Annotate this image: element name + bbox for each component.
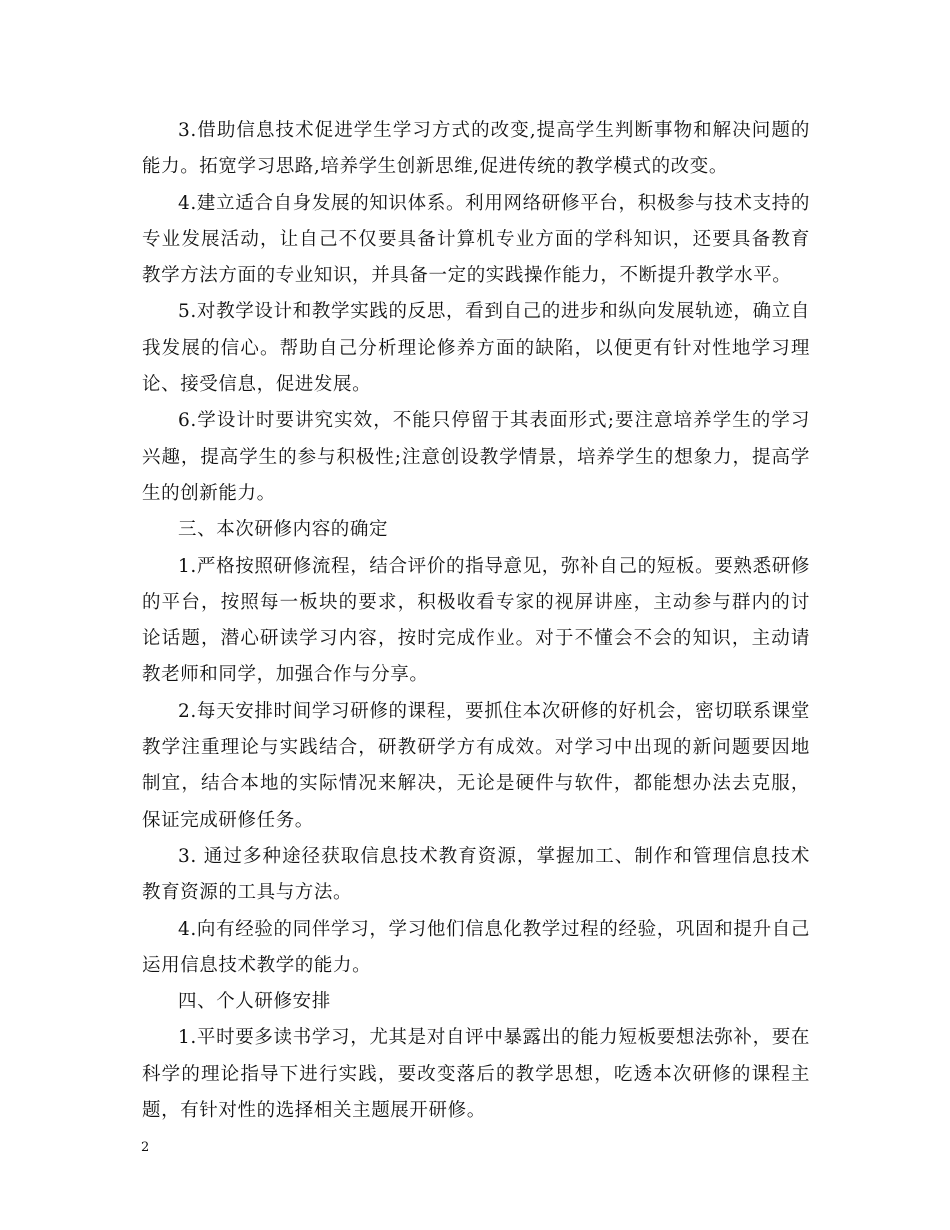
page-number: 2	[141, 1140, 150, 1155]
paragraph-item-3: 3.借助信息技术促进学生学习方式的改变,提高学生判断事物和解决问题的能力。拓宽学习思路,培养学生创新思维,促进传统的教学模式的改变。	[142, 120, 810, 178]
paragraph-section3-item-4: 4.向有经验的同伴学习，学习他们信息化教学过程的经验，巩固和提升自己运用信息技术教学的能力。	[142, 918, 810, 976]
document-body	[142, 113, 810, 1129]
paragraph-item-6: 6.学设计时要讲究实效，不能只停留于其表面形式;要注意培养学生的学习兴趣，提高学生的参与积极性;注意创设教学情景，培养学生的想象力，提高学生的创新能力。	[142, 410, 810, 504]
paragraph-section4-item-1: 1.平时要多读书学习，尤其是对自评中暴露出的能力短板要想法弥补，要在科学的理论指导下进行实践，要改变落后的教学思想，吃透本次研修的课程主题，有针对性的选择相关主题展开研修。	[142, 1027, 810, 1122]
paragraph-section3-item-3: 3. 通过多种途径获取信息技术教育资源，掌握加工、制作和管理信息技术教育资源的工具与方法。	[142, 845, 810, 904]
paragraph-section3-item-2: 2.每天安排时间学习研修的课程，要抓住本次研修的好机会，密切联系课堂教学注重理论与实践结合，研教研学方有成效。对学习中出现的新问题要因地制宜，结合本地的实际情况来解决，无论是硬件与软件，都能想办法去克服，保证完成研修任务。	[142, 700, 810, 831]
paragraph-item-4: 4.建立适合自身发展的知识体系。利用网络研修平台，积极参与技术支持的专业发展活动，让自己不仅要具备计算机专业方面的学科知识，还要具备教育教学方法方面的专业知识，并具备一定的实践操作能力，不断提升教学水平。	[142, 192, 810, 287]
paragraph-item-5: 5.对教学设计和教学实践的反思，看到自己的进步和纵向发展轨迹，确立自我发展的信心。帮助自己分析理论修养方面的缺陷，以便更有针对性地学习理论、接受信息，促进发展。	[142, 301, 810, 396]
section-heading-3: 三、本次研修内容的确定	[178, 519, 389, 541]
section-heading-4: 四、个人研修安排	[178, 991, 331, 1013]
paragraph-section3-item-1: 1.严格按照研修流程，结合评价的指导意见，弥补自己的短板。要熟悉研修的平台，按照每一板块的要求，积极收看专家的视屏讲座，主动参与群内的讨论话题，潜心研读学习内容，按时完成作业。对于不懂会不会的知识，主动请教老师和同学，加强合作与分享。	[142, 555, 810, 686]
